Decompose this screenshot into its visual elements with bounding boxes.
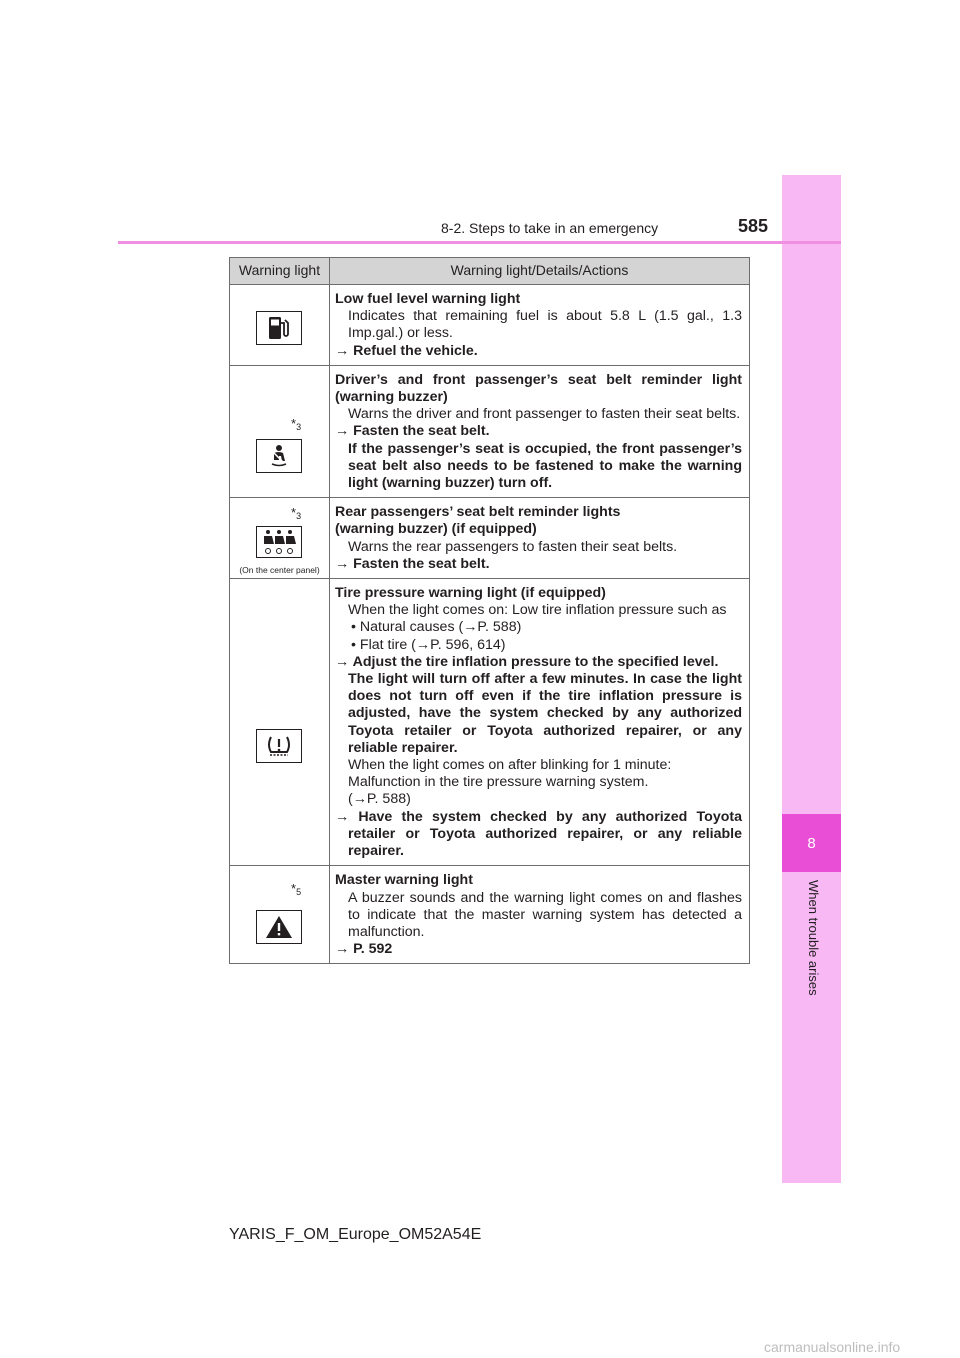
row-action: → Refuel the vehicle. [335, 342, 478, 359]
table-row [230, 285, 750, 366]
footnote-marker: $*_5$ [291, 881, 302, 898]
row-title-cont: (warning buzzer) (if equipped) [335, 521, 537, 538]
column-header-details: Warning light/Details/Actions [330, 258, 750, 285]
row-title: Rear passengers’ seat belt reminder lights [335, 504, 621, 521]
table-header-row [230, 258, 750, 285]
fuel-pump-icon [256, 311, 302, 345]
warning-light-table [229, 257, 750, 964]
table-row [230, 365, 750, 497]
header-rule [118, 241, 841, 244]
row-action: → Fasten the seat belt. [335, 555, 490, 572]
chapter-number-tab: 8 [782, 814, 841, 872]
row-title: Driver’s and front passenger’s seat belt reminder light (warning buzzer) [335, 371, 742, 406]
icon-cell [230, 285, 330, 366]
row-action: → P. 592 [335, 941, 393, 958]
details-cell [330, 365, 750, 497]
footnote-marker: $*_3$ [291, 505, 302, 522]
row-action: → Fasten the seat belt. [335, 423, 490, 440]
page-number: 585 [738, 216, 769, 236]
row-action: → Have the system checked by any authorized Toyota retailer or Toyota authorized repairer, or any reliable repairer. [335, 808, 742, 860]
row-action-detail: The light will turn off after a few minutes. In case the light does not turn off even if the tire inflation pressure is adjusted, have the system checked by any authorized Toyota retailer or Toyota authorized repairer, or any reliable repairer. [348, 671, 742, 756]
details-cell [330, 866, 750, 964]
row-description: Malfunction in the tire pressure warning system. [348, 774, 649, 791]
seat-belt-reminder-icon [256, 439, 302, 473]
footer-doc-id: YARIS_F_OM_Europe_OM52A54E [229, 1226, 482, 1243]
row-description: When the light comes on: Low tire inflation pressure such as [348, 602, 727, 619]
row-title: Master warning light [335, 872, 473, 889]
icon-caption: (On the center panel) [239, 565, 320, 576]
tire-pressure-icon [256, 729, 302, 763]
row-description: A buzzer sounds and the warning light comes on and flashes to indicate that the master warning system has detected a malfunction. [348, 889, 742, 940]
details-cell [330, 579, 750, 866]
icon-cell [230, 498, 330, 579]
master-warning-icon [256, 910, 302, 944]
row-action-detail: If the passenger’s seat is occupied, the front passenger’s seat belt also needs to be fastened to make the warning light (warning buzzer) turn off. [348, 440, 742, 492]
table-row [230, 498, 750, 579]
column-header-warning-light: Warning light [230, 258, 330, 285]
row-description: When the light comes on after blinking for 1 minute: [348, 757, 672, 774]
details-cell [330, 285, 750, 366]
watermark: carmanualsonline.info [764, 1339, 901, 1355]
chapter-label: When trouble arises [806, 880, 821, 996]
table-row [230, 866, 750, 964]
details-cell [330, 498, 750, 579]
row-title: Low fuel level warning light [335, 291, 521, 307]
row-description: Warns the driver and front passenger to fasten their seat belts. [348, 406, 741, 423]
icon-cell [230, 579, 330, 866]
row-title: Tire pressure warning light (if equipped) [335, 585, 606, 602]
icon-cell [230, 365, 330, 497]
rear-seat-belt-reminder-icon [256, 526, 302, 558]
row-description: Indicates that remaining fuel is about 5.8 L (1.5 gal., 1.3 Imp.gal.) or less. [348, 308, 742, 342]
footnote-marker: $*_3$ [291, 415, 302, 432]
row-description: Warns the rear passengers to fasten their seat belts. [348, 538, 678, 555]
row-action: → Adjust the tire inflation pressure to the specified level. [335, 653, 719, 670]
table-row [230, 579, 750, 866]
row-description: (→P. 588) [348, 791, 411, 808]
section-title: 8-2. Steps to take in an emergency [441, 220, 659, 236]
icon-cell [230, 866, 330, 964]
list-item: • Natural causes (→P. 588) [351, 619, 522, 636]
list-item: • Flat tire (→P. 596, 614) [351, 636, 506, 653]
